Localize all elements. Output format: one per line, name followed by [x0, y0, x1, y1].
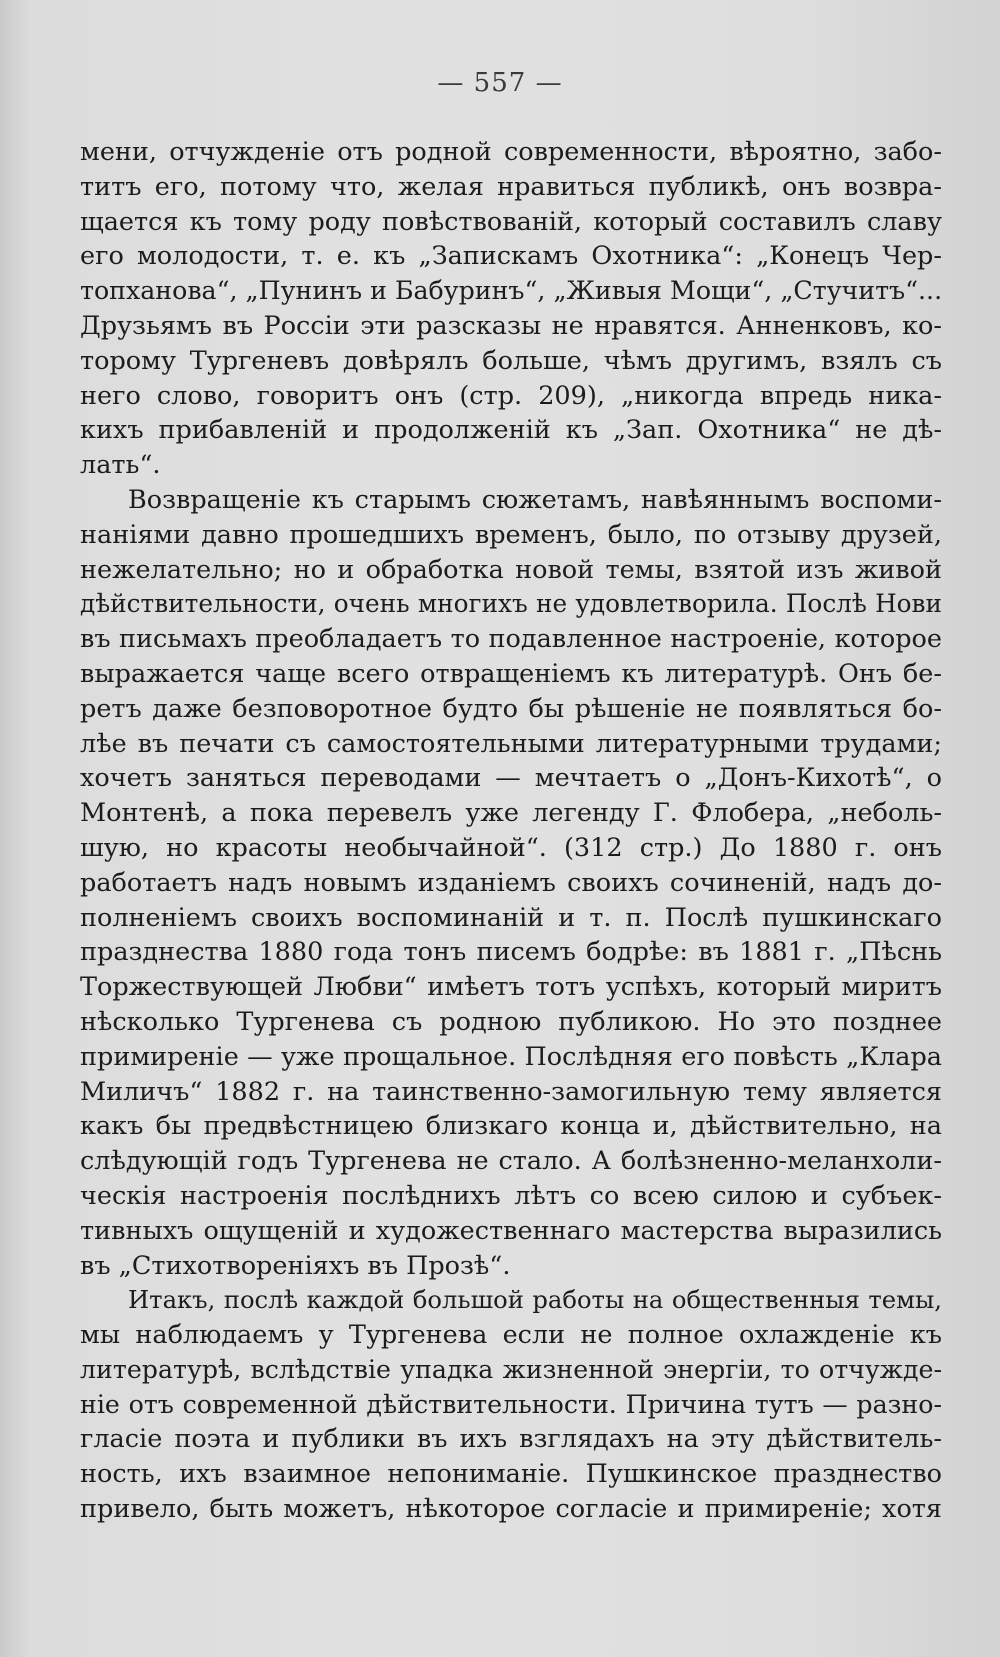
text-line: мени, отчужденіе отъ родной современности, вѣроятно, забо- — [80, 137, 942, 167]
body-text — [80, 135, 942, 1527]
text-line: торому Тургеневъ довѣрялъ больше, чѣмъ другимъ, взялъ съ — [80, 345, 942, 376]
text-line: привело, быть можетъ, нѣкоторое согласіе и примиреніе; хотя — [80, 1494, 942, 1525]
text-line: хочетъ заняться переводами — мечтаетъ о „Донъ-Кихотѣ“, о — [80, 763, 942, 794]
text-line: выражается чаще всего отвращеніемъ къ литературѣ. Онъ бе- — [80, 658, 942, 689]
text-line: мы наблюдаемъ у Тургенева если не полное охлажденіе къ — [80, 1320, 942, 1351]
text-line: нежелательно; но и обработка новой темы, взятой изъ живой — [80, 554, 942, 585]
text-line: въ „Стихотвореніяхъ въ Прозѣ“. — [80, 1250, 511, 1281]
text-line: примиреніе — уже прощальное. Послѣдняя его повѣсть „Клара — [80, 1041, 942, 1072]
text-line: работаетъ надъ новымъ изданіемъ своихъ сочиненій, надъ до- — [80, 867, 942, 898]
text-line: шую, но красоты необычайной“. (312 стр.) До 1880 г. онъ — [80, 832, 942, 863]
text-line: гласіе поэта и публики въ ихъ взглядахъ на эту дѣйствитель- — [80, 1424, 942, 1455]
text-line: титъ его, потому что, желая нравиться публикѣ, онъ возвра- — [80, 171, 942, 202]
text-line: празднества 1880 года тонъ писемъ бодрѣе: въ 1881 г. „Пѣснь — [80, 937, 942, 968]
text-line: Друзьямъ въ Россіи эти разсказы не нравятся. Анненковъ, ко- — [80, 310, 942, 341]
text-line: ческія настроенія послѣднихъ лѣтъ со всею силою и субъек- — [80, 1180, 942, 1211]
text-line: тивныхъ ощущеній и художественнаго мастерства выразились — [80, 1215, 942, 1246]
page-number: — 557 — — [437, 68, 563, 98]
text-line: наніями давно прошедшихъ временъ, было, по отзыву друзей, — [80, 519, 942, 550]
text-line: какъ бы предвѣстницею близкаго конца и, дѣйствительно, на — [80, 1111, 942, 1142]
text-line: него слово, говоритъ онъ (стр. 209), „никогда впредь ника- — [80, 380, 942, 411]
text-line: топханова“, „Пунинъ и Бабуринъ“, „Живыя Мощи“, „Стучитъ“... — [80, 276, 942, 306]
text-line: въ письмахъ преобладаетъ то подавленное настроеніе, которое — [80, 624, 942, 655]
text-line: кихъ прибавленій и продолженій къ „Зап. Охотника“ не дѣ- — [80, 415, 942, 446]
paragraph-first-line: Возвращеніе къ старымъ сюжетамъ, навѣяннымъ воспоми- — [128, 484, 942, 515]
text-line: ніе отъ современной дѣйствительности. Причина тутъ — разно- — [80, 1389, 942, 1419]
text-line: Миличъ“ 1882 г. на таинственно-замогильную тему является — [80, 1076, 942, 1107]
text-line: литературѣ, вслѣдствіе упадка жизненной энергіи, то отчужде- — [80, 1354, 942, 1384]
text-line: ретъ даже безповоротное будто бы рѣшеніе не появляться бо- — [80, 693, 942, 724]
text-line: лать“. — [80, 450, 161, 481]
text-line: лѣе въ печати съ самостоятельными литературными трудами; — [80, 728, 942, 759]
text-line: Торжествующей Любви“ имѣетъ тотъ успѣхъ, который миритъ — [80, 972, 942, 1003]
text-line: ность, ихъ взаимное непониманіе. Пушкинское празднество — [80, 1459, 942, 1490]
text-line: нѣсколько Тургенева съ родною публикою. Но это позднее — [80, 1006, 942, 1037]
text-line: щается къ тому роду повѣствованій, который составилъ славу — [80, 206, 942, 237]
text-line: его молодости, т. е. къ „Запискамъ Охотника“: „Конецъ Чер- — [80, 241, 942, 272]
text-line: слѣдующій годъ Тургенева не стало. А болѣзненно-меланхоли- — [80, 1146, 942, 1177]
text-line: полненіемъ своихъ воспоминаній и т. п. Послѣ пушкинскаго — [80, 902, 942, 933]
text-line: Монтенѣ, а пока перевелъ уже легенду Г. Флобера, „неболь- — [80, 798, 942, 829]
paragraph-first-line: Итакъ, послѣ каждой большой работы на общественныя темы, — [128, 1285, 942, 1315]
text-line: дѣйствительности, очень многихъ не удовлетворила. Послѣ Нови — [80, 589, 942, 619]
